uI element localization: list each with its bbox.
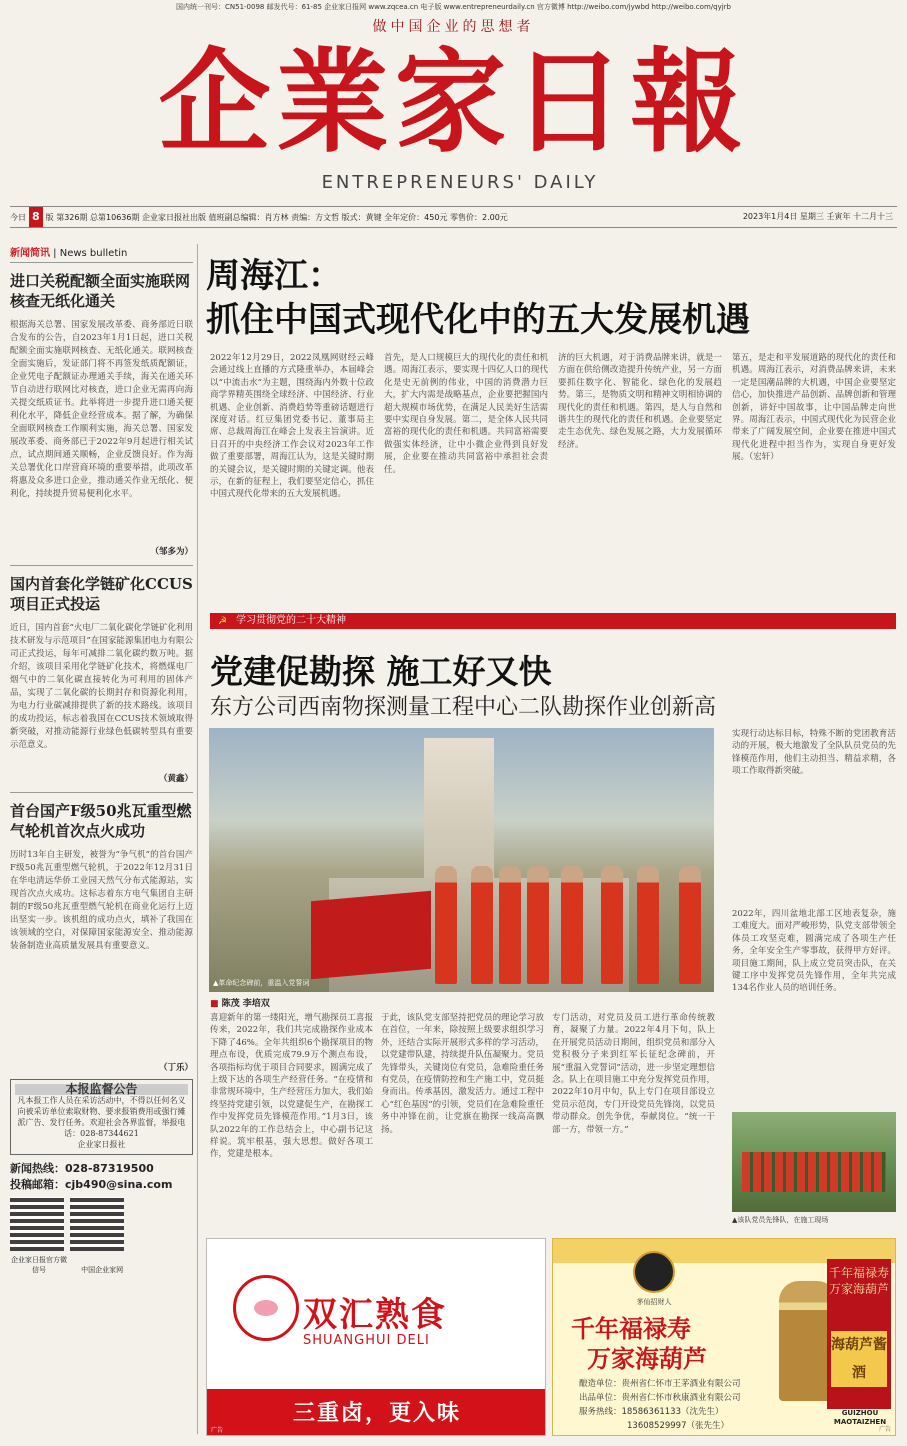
masthead-title: 企業家日報 — [158, 37, 749, 168]
team-photo[interactable] — [732, 1112, 896, 1212]
qr-code-icon[interactable] — [70, 1197, 124, 1251]
lead-col-2: 首先，是人口规模巨大的现代化的责任和机遇。周海江表示，要实现十四亿人口的现代化是史无前例的伟业，中国的消费潜力巨大，扩大内需是战略基点，企业要把握国内超大规模市场优势，在满足人民美好生活需要中实现自身发展。第二，是全体人民共同富裕的现代化的责任和机遇。共同富裕需要做强实体经济，让中小微企业得到良好发展，企业要在推动共同富裕中承担社会责任。 — [384, 353, 548, 475]
photo-caption: ▲革命纪念碑前，重温入党誓词 — [213, 979, 310, 987]
news-body-2: 近日，国内首套“火电厂二氧化碳化学链矿化利用技术研发与示范项目”在国家能源集团电力有限公司正式投运，每年可减排二氧化碳约数万吨。据介绍，该项目采用化学链矿化技术，将燃煤电厂烟气中的二氧化碳直接转化为可利用的固体产品，实现了二氧化碳的长期封存和资源化利用，为电力行业碳减排提供了新的技术路线。该项目的成功投运，标志着我国在CCUS技术领域取得新突破，对推动能源行业绿色低碳转型具有重要示范意义。 — [10, 623, 193, 750]
ad2-info-line: 酿造单位：贵州省仁怀市王茅酒业有限公司 — [579, 1379, 741, 1389]
ad2-info-line: 13608529997（张先生） — [627, 1421, 729, 1431]
news-byline-3: （丁乐） — [158, 1063, 193, 1073]
person-figure — [637, 866, 659, 984]
lead-headline-line-1: 周海江： — [206, 256, 342, 296]
person-figure — [601, 866, 623, 984]
notice-sign: 企业家日报社 — [77, 1140, 126, 1149]
ad2-logo-text: 茅仙招财人 — [636, 1298, 672, 1306]
shuanghui-ad[interactable] — [206, 1238, 546, 1436]
box-top-text: 千年福禄寿 万家海葫芦 — [828, 1266, 889, 1296]
today-label: 今日 — [10, 213, 26, 222]
lead-headline-line-2: 抓住中国式现代化中的五大发展机遇 — [206, 300, 750, 340]
page-count-badge: 8 — [29, 207, 43, 227]
lead-col-1: 2022年12月29日，2022凤凰网财经云峰会通过线上直播的方式隆重举办，本届峰会以“中流击水”为主题，围绕海内外数十位政商学界精英围绕全球经济、中国经济、行业机遇、企业创新、消费趋势等重磅话题进行深度对话。红豆集团党委书记、董事局主席、总裁周海江在峰会上发表主旨演讲。近日召开的中央经济工作会议对2023年工作做了重要部署，周海江认为，这是关键时期的关键会议，是关键时期的关键定调。他表示，在新的征程上，我们要坚定信心，抓住中国式现代化带来的五大发展机遇。 — [210, 353, 374, 500]
feature-right-col-top: 实现行动达标目标，特殊不断的党团教育活动的开展，极大地激发了全队队员党员的先锋模范作用，他们主动担当、精益求精，各项工作取得新突破。 — [732, 729, 896, 777]
qr-code-icon[interactable] — [10, 1197, 64, 1251]
author-names: 陈茂 李培双 — [221, 999, 270, 1009]
news-body-1: 根据海关总署、国家发展改革委、商务部近日联合发布的公告，自2023年1月1日起，进口关税配额全面实施联网核查、无纸化通关。联网核查全面实施后，发证部门将不再签发纸质配额证，企业凭电子配额证办理通关手续，海关在通关环节自动进行联网比对核查，进口企业无需再向海关提交纸质证书。此举将进一步提升进口通关便利化水平，降低企业经营成本。据了解，为确保全面联网核查工作顺利实施，海关总署、国家发展改革委、商务部已于2022年9月起进行相关试点，试点期间通关顺畅，企业反馈良好。作为海关总署优化口岸营商环境的重要举措，此项改革将惠及众多进口企业，推动通关作业无纸化、便利化，持续提升贸易便利化水平。 — [10, 320, 193, 499]
person-figure — [679, 866, 701, 984]
team-row-shape — [742, 1152, 886, 1192]
news-hotline: 新闻热线：028-87319500 — [10, 1162, 154, 1175]
brand-logo-icon — [633, 1251, 675, 1293]
ad1-label: 广告 — [211, 1427, 224, 1434]
masthead-english: ENTREPRENEURS' DAILY — [321, 172, 599, 193]
news-headline-1[interactable]: 进口关税配额全面实施联网核查无纸化通关 — [10, 272, 191, 310]
lead-article-columns — [210, 352, 896, 610]
ad2-slogan-2: 万家海葫芦 — [587, 1344, 707, 1373]
feature-title[interactable]: 党建促勘探 施工好又快 — [210, 652, 552, 691]
news-bulletin-column — [10, 244, 193, 1436]
feature-article-columns — [210, 1012, 715, 1230]
feature-right-col: 2022年，四川盆地北部工区地表复杂，施工难度大。面对严峻形势，队党支部带领全体员工攻坚克难，圆满完成了各项生产任务，全年安全生产零事故，获得甲方好评。项目施工期间，队上成立党员突击队，在关键工序中发挥党员先锋作用，全年共完成134名作业人员的培训任务。 — [732, 909, 896, 994]
person-figure — [499, 866, 521, 984]
feature-col-2: 于此，该队党支部坚持把党员的理论学习放在首位，一年来，除按照上级要求组织学习外，还结合实际开展形式多样的学习活动，以党建带队建，持续提升队伍凝聚力。党员先锋带头，关键岗位有党员，急难险重任务有党员，在疫情防控和生产施工中，党员挺身而出。传承基因，激发活力。通过工程中心“红色基因”的引领，党员们在急难险重任务中冲锋在前，让党旗在勘探一线高高飘扬。 — [381, 1013, 544, 1135]
edition-info: 版 第326期 总第10636期 企业家日报社出版 值班副总编辑：肖方林 责编：方文哲 版式：黄键 全年定价：450元 零售价：2.00元 — [45, 213, 508, 222]
notice-title: 本报监督公告 — [15, 1084, 188, 1095]
person-figure — [561, 866, 583, 984]
news-byline-2: （黄鑫） — [158, 774, 193, 784]
news-byline-1: （邹多为） — [150, 547, 193, 557]
ad2-region: GUIZHOU MAOTAIZHEN — [833, 1409, 887, 1426]
news-bulletin-tag: 新闻简讯 | News bulletin — [10, 244, 193, 263]
feature-col-1: 喜迎新年的第一缕阳光，增气勘探员工喜报传来，2022年，我们共完成勘探作业成本下降了46%。全年共组织6个勘探项目的物理点布设，优质完成79.9万个测点布设，各项指标均优于项目合同要求，圆满完成了上级下达的各项生产经营任务。“在疫情和非常规环境中，生产经营压力加大，我们始终坚持党建引领，以党建促生产，在勘探工作中发挥党员先锋模范作用。”1月3日，该队2022年的工作总结会上，中心副书记这样说。筑牢根基，强大思想。做好各项工作，党建是根本。 — [210, 1013, 373, 1160]
monument-shape — [424, 738, 494, 878]
liquor-ad[interactable] — [552, 1238, 896, 1436]
masthead-info-line: 国内统一刊号：CN51-0098 邮发代号：61-85 企业家日报网 www.zqcea.cn 电子版 www.entrepreneurdaily.cn 官方微博 http://weibo.com/jywbd http://weibo.com/qyjrb — [176, 3, 731, 11]
ad1-brand-en: SHUANGHUI DELI — [303, 1333, 430, 1348]
masthead-slogan: 做中国企业的思想者 — [372, 19, 535, 35]
notice-body: 凡本报工作人员在采访活动中，不得以任何名义向被采访单位索取财物、要求报销费用或强行摊派广告、发行任务。欢迎社会各界监督，举报电话：028-87344621 — [17, 1096, 186, 1138]
ad1-slogan: 三重卤，更入味 — [207, 1389, 546, 1436]
feature-photo[interactable] — [209, 728, 714, 992]
lead-headline[interactable] — [206, 254, 896, 342]
qr-codes — [10, 1193, 193, 1276]
feature-subtitle: 东方公司西南物探测量工程中心二队勘探作业创新高 — [210, 695, 717, 720]
pig-logo-icon — [233, 1275, 299, 1341]
qr-label-2: 中国企业家网 — [81, 1266, 124, 1274]
feature-author — [210, 996, 270, 1009]
party-emblem-icon: ☭ — [218, 616, 227, 627]
divider — [10, 792, 193, 793]
submit-email[interactable]: 投稿邮箱：cjb490@sina.com — [10, 1178, 173, 1191]
tag-grey: News bulletin — [59, 248, 128, 259]
news-headline-2[interactable]: 国内首套化学链矿化CCUS项目正式投运 — [10, 575, 193, 613]
news-body-3: 历时13年自主研发，被誉为“争气机”的首台国产F级50兆瓦重型燃气轮机，于2022年12月31日在华电清远华侨工业园天然气分布式能源站，实现首次点火成功。这标志着东方电气集团自主研制的F级50兆瓦重型燃气轮机在商业化运行上迈出坚实一步。该机组的成功点火，填补了我国在该领域的空白，对保障国家能源安全、推动能源装备制造业高质量发展具有重要意义。 — [10, 850, 193, 951]
news-headline-3[interactable]: 首台国产F级50兆瓦重型燃气轮机首次点火成功 — [10, 802, 192, 840]
team-photo-caption: ▲该队党员先锋队，在施工现场 — [732, 1216, 829, 1224]
section-banner — [210, 613, 896, 629]
feature-col-3: 专门活动，对党员及员工进行革命传统教育，凝聚了力量。2022年4月下旬，队上在开展党员活动日期间，组织党员和部分入党积极分子来到红军长征纪念碑前，开展“重温入党誓词”活动，进一步坚定理想信念。队上在项目施工中充分发挥党员作用，2022年10月中旬，队上专门在项目部设立党员示范岗，专门开设党员先锋岗，以党员带动群众。创先争优，奉献岗位。“统一干部一方，带领一方。” — [552, 1013, 715, 1135]
ad2-info-line: 服务热线：18586361133（沈先生） — [579, 1407, 724, 1417]
ad2-slogan-1: 千年福禄寿 — [571, 1314, 691, 1343]
supervision-notice — [10, 1079, 193, 1155]
party-flag-shape — [311, 891, 431, 979]
box-main-text: 海葫芦酱酒 — [831, 1331, 887, 1387]
ad1-brand: 双汇熟食 — [303, 1295, 447, 1335]
tag-red: 新闻简讯 — [10, 248, 50, 259]
ad2-contact-info — [579, 1377, 741, 1433]
ad2-info-line: 出品单位：贵州省仁怀市秋康酒业有限公司 — [579, 1393, 741, 1403]
contact-block — [10, 1161, 193, 1193]
gift-box — [827, 1259, 891, 1409]
section-banner-label: 学习贯彻党的二十大精神 — [236, 615, 346, 626]
divider — [10, 565, 193, 566]
square-bullet-icon: ■ — [210, 999, 222, 1009]
lead-col-3: 济的巨大机遇，对于消费品牌来讲，就是一方面在供给侧改造提升传统产业，另一方面要抓住数字化、智能化、绿色化的发展趋势。第三，是物质文明和精神文明相协调的现代化的责任和机遇。第四，是人与自然和谐共生的现代化的责任和机遇。企业要坚定走生态优先、绿色发展之路，大力发展循环经济。 — [558, 353, 722, 450]
person-figure — [435, 866, 457, 984]
person-figure — [527, 866, 549, 984]
issue-date: 2023年1月4日 星期三 壬寅年 十二月十三 — [742, 212, 893, 221]
person-figure — [471, 866, 493, 984]
issue-info-bar — [10, 206, 897, 228]
lead-col-4: 第五，是走和平发展道路的现代化的责任和机遇。周海江表示，对消费品牌来讲，未来一定是国潮品牌的大机遇，中国企业要坚定信心，加快推进产品创新、品牌创新和管理创新，讲好中国故事，让中国品牌走向世界。周海江表示，中国式现代化为民营企业带来了广阔发展空间，企业要在推进中国式现代化进程中担当作为，实现自身更好发展。（宏轩） — [732, 353, 896, 463]
ad2-label: 广告 — [878, 1426, 891, 1433]
qr-label-1: 企业家日报官方微信号 — [11, 1256, 67, 1274]
column-divider — [197, 244, 198, 1434]
